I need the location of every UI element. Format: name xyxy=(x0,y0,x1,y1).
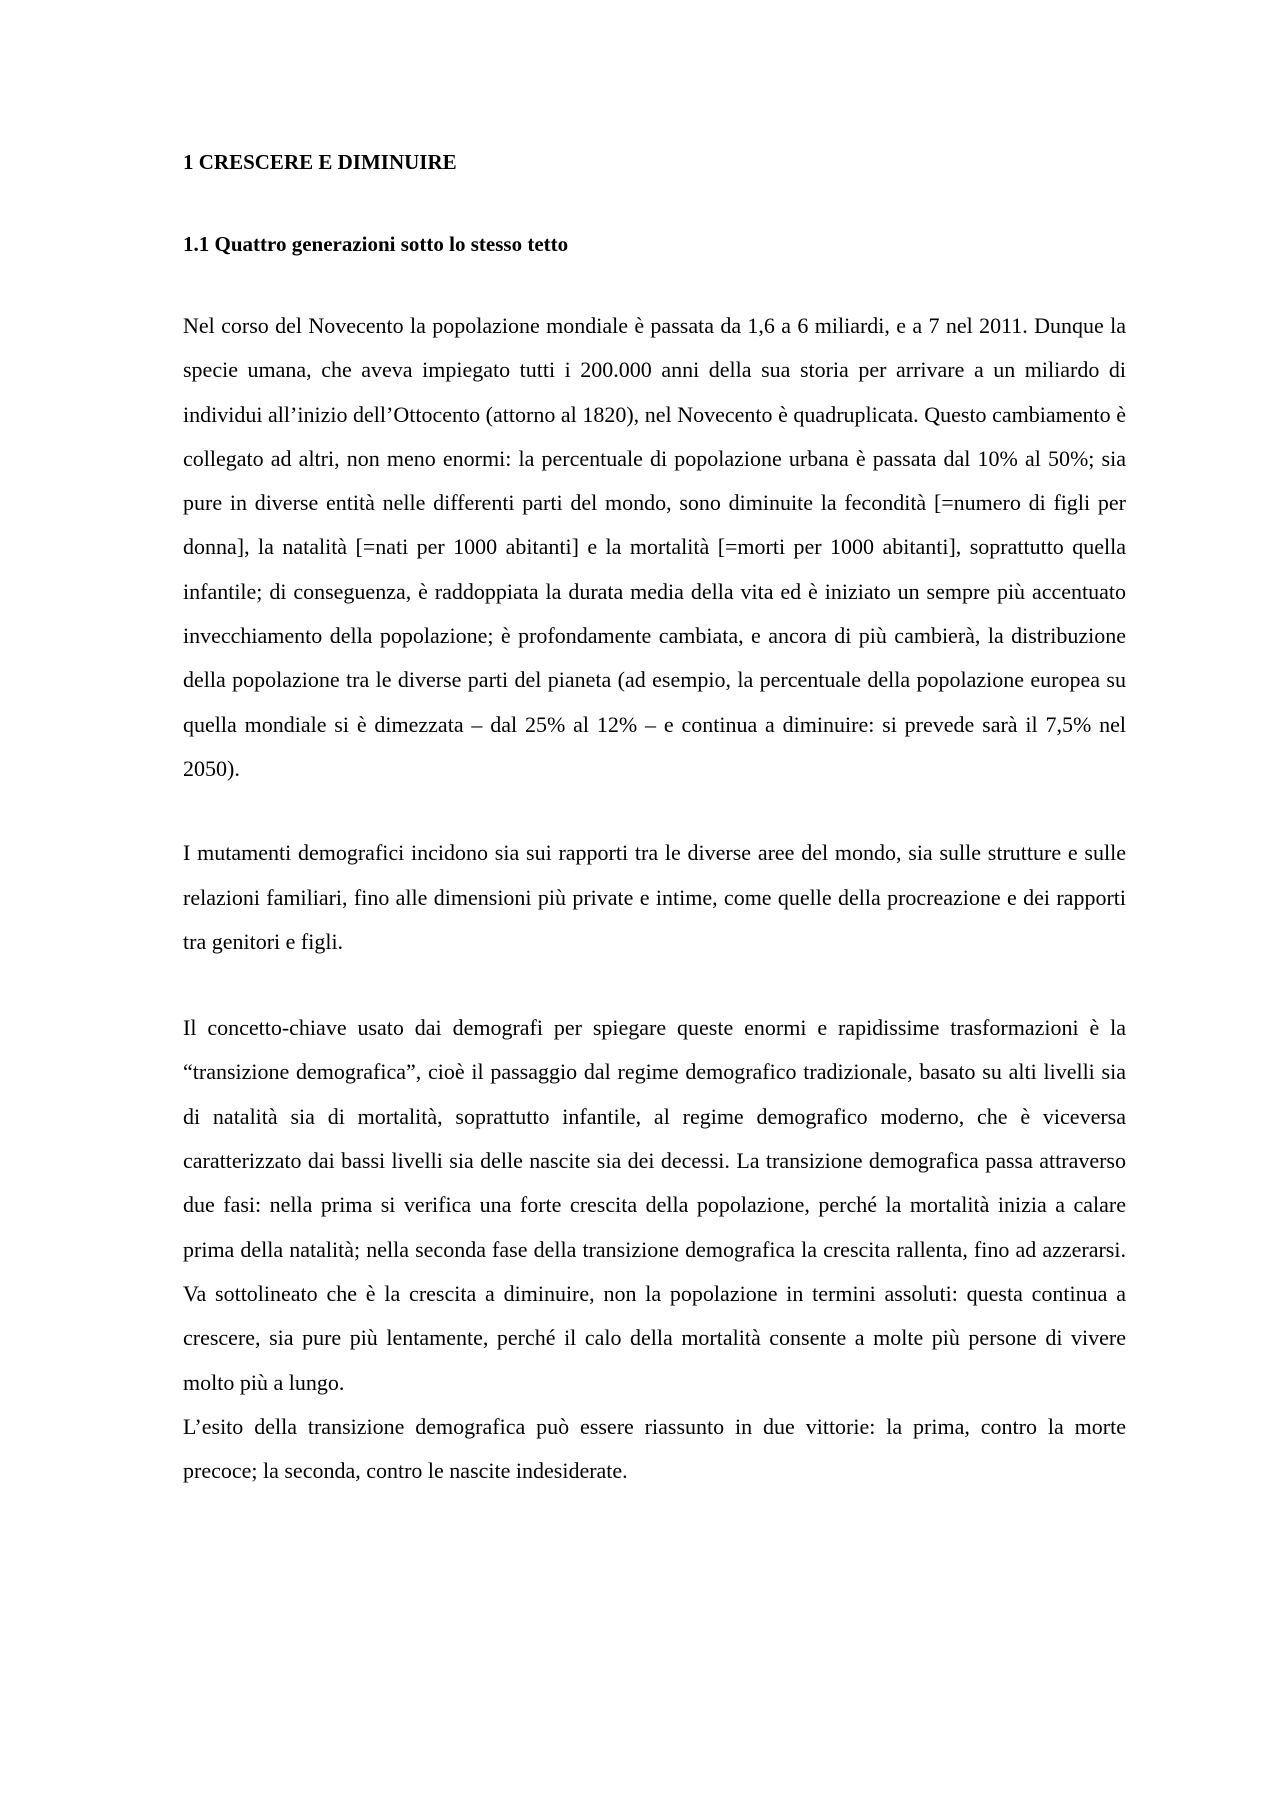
paragraph: L’esito della transizione demografica può essere riassunto in due vittorie: la prima, contro la morte precoce; la seconda, contro le nascite indesiderate. xyxy=(183,1413,1126,1484)
page-content xyxy=(183,148,1126,1493)
chapter-title: 1 CRESCERE E DIMINUIRE xyxy=(183,150,457,174)
paragraph: I mutamenti demografici incidono sia sui rapporti tra le diverse aree del mondo, sia sulle strutture e sulle relazioni familiari, fino alle dimensioni più private e intime, come quelle della procreazione e dei rapporti tra genitori e figli. xyxy=(183,840,1126,954)
section-title: 1.1 Quattro generazioni sotto lo stesso tetto xyxy=(183,232,569,256)
paragraph: Nel corso del Novecento la popolazione mondiale è passata da 1,6 a 6 miliardi, e a 7 nel 2011. Dunque la specie umana, che aveva impiegato tutti i 200.000 anni della sua storia per arrivare a un miliardo di individui all’inizio dell’Ottocento (attorno al 1820), nel Novecento è quadruplicata. Questo cambiamento è collegato ad altri, non meno enormi: la percentuale di popolazione urbana è passata dal 10% al 50%; sia pure in diverse entità nelle differenti parti del mondo, sono diminuite la fecondità [=numero di figli per donna], la natalità [=nati per 1000 abitanti] e la mortalità [=morti per 1000 abitanti], soprattutto quella infantile; di conseguenza, è raddoppiata la durata media della vita ed è iniziato un sempre più accentuato invecchiamento della popolazione; è profondamente cambiata, e ancora di più cambierà, la distribuzione della popolazione tra le diverse parti del pianeta (ad esempio, la percentuale della popolazione europea su quella mondiale si è dimezzata – dal 25% al 12% – e continua a diminuire: si prevede sarà il 7,5% nel 2050). xyxy=(183,313,1126,781)
paragraph: Il concetto-chiave usato dai demografi per spiegare queste enormi e rapidissime trasformazioni è la “transizione demografica”, cioè il passaggio dal regime demografico tradizionale, basato su alti livelli sia di natalità sia di mortalità, soprattutto infantile, al regime demografico moderno, che è viceversa caratterizzato dai bassi livelli sia delle nascite sia dei decessi. La transizione demografica passa attraverso due fasi: nella prima si verifica una forte crescita della popolazione, perché la mortalità inizia a calare prima della natalità; nella seconda fase della transizione demografica la crescita rallenta, fino ad azzerarsi. Va sottolineato che è la crescita a diminuire, non la popolazione in termini assoluti: questa continua a crescere, sia pure più lentamente, perché il calo della mortalità consente a molte più persone di vivere molto più a lungo. xyxy=(183,1015,1126,1395)
